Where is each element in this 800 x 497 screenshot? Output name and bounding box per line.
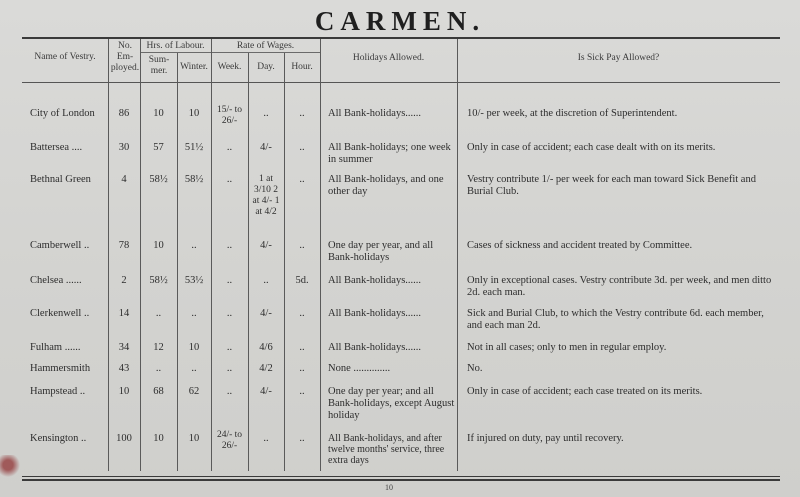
cell-summer: .. bbox=[155, 363, 162, 374]
cell-winter: 10 bbox=[188, 108, 200, 119]
cell-holidays: One day per year; and all Bank-holidays, except August holiday bbox=[328, 386, 455, 421]
cell-holidays: All Bank-holidays, and one other day bbox=[328, 174, 444, 197]
cell-winter: 51½ bbox=[184, 142, 204, 153]
cell-summer: 10 bbox=[153, 108, 164, 119]
cell-sick-pay: Only in case of accident; each case dealt with on its merits. bbox=[467, 142, 716, 153]
cell-hour: .. bbox=[299, 308, 305, 319]
cell-hour: .. bbox=[299, 174, 305, 185]
cell-holidays: All Bank-holidays...... bbox=[328, 275, 422, 286]
cell-hour: .. bbox=[299, 142, 305, 153]
cell-name: Hampstead .. bbox=[30, 386, 86, 397]
cell-holidays: All Bank-holidays...... bbox=[328, 308, 422, 319]
top-rule bbox=[22, 37, 780, 39]
cell-day: .. bbox=[263, 275, 269, 286]
header-name: Name of Vestry. bbox=[34, 52, 96, 62]
cell-day: 1 at 3/10 2 at 4/- 1 at 4/2 bbox=[252, 174, 280, 217]
cell-employed: 14 bbox=[118, 308, 130, 319]
header-subrule bbox=[140, 52, 320, 53]
cell-winter: 62 bbox=[188, 386, 200, 397]
cell-employed: 10 bbox=[118, 386, 130, 397]
cell-holidays: All Bank-holidays; one week in summer bbox=[328, 142, 451, 165]
cell-day: 4/- bbox=[260, 142, 272, 153]
col-divider bbox=[108, 39, 109, 471]
col-divider bbox=[140, 39, 141, 471]
cell-hour: .. bbox=[299, 342, 305, 353]
header-winter: Winter. bbox=[180, 62, 208, 72]
cell-week: 24/- to 26/- bbox=[216, 430, 243, 451]
cell-week: .. bbox=[226, 363, 233, 374]
cell-hour: .. bbox=[299, 386, 305, 397]
cell-day: 4/- bbox=[260, 308, 272, 319]
cell-sick-pay: Not in all cases; only to men in regular employ. bbox=[467, 342, 667, 353]
cell-hour: .. bbox=[299, 108, 305, 119]
header-sick-pay: Is Sick Pay Allowed? bbox=[577, 53, 660, 63]
cell-employed: 78 bbox=[118, 240, 130, 251]
col-divider bbox=[457, 39, 458, 471]
cell-sick-pay: 10/- per week, at the discretion of Superintendent. bbox=[467, 108, 678, 119]
cell-day: 4/2 bbox=[259, 363, 273, 374]
cell-summer: 12 bbox=[153, 342, 164, 353]
cell-holidays: All Bank-holidays...... bbox=[328, 108, 422, 119]
cell-week: 15/- to 26/- bbox=[216, 105, 243, 126]
cell-name: Fulham ...... bbox=[30, 342, 81, 353]
cell-winter: .. bbox=[191, 240, 197, 251]
cell-hour: .. bbox=[299, 240, 305, 251]
cell-summer: 58½ bbox=[149, 275, 168, 286]
header-week: Week. bbox=[217, 62, 242, 72]
header-hours-group: Hrs. of Labour. bbox=[146, 41, 205, 51]
cell-holidays: One day per year, and all Bank-holidays bbox=[328, 240, 434, 263]
page-number: 10 bbox=[385, 483, 393, 492]
col-divider bbox=[211, 39, 212, 471]
header-wages-group: Rate of Wages. bbox=[236, 41, 295, 51]
col-divider bbox=[320, 39, 321, 471]
cell-summer: 57 bbox=[153, 142, 164, 153]
cell-name: Chelsea ...... bbox=[30, 275, 82, 286]
page-title: CARMEN. bbox=[314, 6, 486, 36]
header-bottom-rule bbox=[22, 82, 780, 83]
cell-sick-pay: Only in exceptional cases. Vestry contribute 3d. per week, and men ditto 2d. each man. bbox=[467, 275, 772, 298]
bottom-rule bbox=[22, 479, 780, 481]
header-hour: Hour. bbox=[291, 62, 313, 72]
cell-employed: 4 bbox=[121, 174, 127, 185]
page-stain bbox=[0, 455, 26, 479]
cell-name: Hammersmith bbox=[30, 363, 91, 374]
cell-hour: 5d. bbox=[295, 275, 309, 286]
cell-name: City of London bbox=[30, 108, 95, 119]
cell-winter: .. bbox=[191, 308, 197, 319]
cell-holidays: All Bank-holidays, and after twelve months' service, three extra days bbox=[328, 433, 445, 466]
cell-winter: 10 bbox=[188, 433, 200, 444]
cell-week: .. bbox=[226, 240, 233, 251]
cell-day: 4/- bbox=[260, 386, 272, 397]
header-day: Day. bbox=[257, 62, 275, 72]
cell-name: Kensington .. bbox=[30, 433, 87, 444]
cell-sick-pay: If injured on duty, pay until recovery. bbox=[467, 433, 624, 444]
cell-sick-pay: Cases of sickness and accident treated by Committee. bbox=[467, 240, 693, 251]
header-holidays: Holidays Allowed. bbox=[352, 53, 425, 63]
cell-sick-pay: Vestry contribute 1/- per week for each man toward Sick Benefit and Burial Club. bbox=[467, 174, 756, 197]
cell-winter: 53½ bbox=[184, 275, 204, 286]
cell-employed: 100 bbox=[116, 433, 132, 444]
cell-employed: 2 bbox=[121, 275, 127, 286]
cell-winter: 10 bbox=[188, 342, 200, 353]
bottom-rule bbox=[22, 476, 780, 477]
cell-sick-pay: No. bbox=[467, 363, 483, 374]
cell-hour: .. bbox=[299, 433, 305, 444]
cell-name: Camberwell .. bbox=[30, 240, 90, 251]
cell-summer: .. bbox=[155, 308, 162, 319]
cell-sick-pay: Sick and Burial Club, to which the Vestry contribute 6d. each member, and each man 2d. bbox=[467, 308, 764, 331]
cell-summer: 10 bbox=[153, 433, 164, 444]
cell-week: .. bbox=[226, 174, 233, 185]
cell-day: 4/- bbox=[260, 240, 272, 251]
header-employed: No. Em-ployed. bbox=[110, 41, 140, 73]
cell-day: .. bbox=[263, 433, 269, 444]
cell-name: Bethnal Green bbox=[30, 174, 91, 185]
cell-week: .. bbox=[226, 386, 233, 397]
cell-week: .. bbox=[226, 342, 233, 353]
cell-holidays: None .............. bbox=[328, 363, 391, 374]
cell-winter: .. bbox=[191, 363, 197, 374]
cell-sick-pay: Only in case of accident; each case treated on its merits. bbox=[467, 386, 703, 397]
cell-summer: 68 bbox=[153, 386, 164, 397]
cell-day: 4/6 bbox=[259, 342, 273, 353]
cell-holidays: All Bank-holidays...... bbox=[328, 342, 422, 353]
cell-day: .. bbox=[263, 108, 269, 119]
cell-name: Clerkenwell .. bbox=[30, 308, 90, 319]
cell-hour: .. bbox=[299, 363, 305, 374]
cell-week: .. bbox=[226, 142, 233, 153]
header-summer: Sum-mer. bbox=[148, 55, 170, 76]
cell-summer: 58½ bbox=[149, 174, 168, 185]
cell-employed: 43 bbox=[118, 363, 130, 374]
cell-week: .. bbox=[226, 308, 233, 319]
cell-winter: 58½ bbox=[184, 174, 204, 185]
cell-employed: 30 bbox=[118, 142, 130, 153]
cell-name: Battersea .... bbox=[30, 142, 83, 153]
cell-employed: 34 bbox=[118, 342, 130, 353]
cell-week: .. bbox=[226, 275, 233, 286]
cell-summer: 10 bbox=[153, 240, 164, 251]
cell-employed: 86 bbox=[118, 108, 130, 119]
